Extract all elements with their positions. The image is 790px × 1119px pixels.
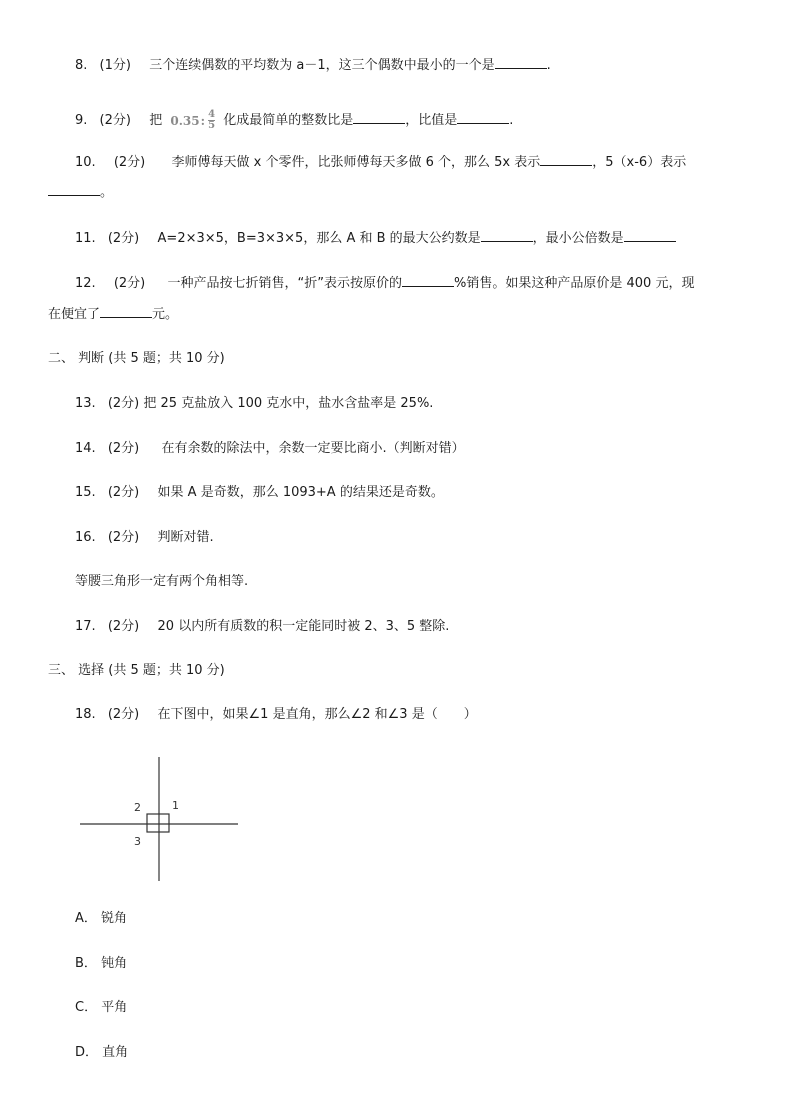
- question-text: 在下图中，如果∠1 是直角，那么∠2 和∠3 是（ ）: [157, 707, 477, 722]
- question-text: 把: [149, 113, 163, 128]
- ratio-expression: [170, 110, 215, 131]
- question-score: (2分): [107, 485, 140, 500]
- question-13: [75, 394, 433, 414]
- question-8: [75, 56, 551, 76]
- question-text: 20 以内所有质数的积一定能同时被 2、3、5 整除.: [157, 619, 450, 634]
- option-letter: B．: [75, 956, 97, 971]
- answer-blank[interactable]: [100, 305, 152, 318]
- question-number: 11.: [75, 231, 96, 246]
- answer-blank[interactable]: [457, 111, 509, 124]
- question-text: 在有余数的除法中，余数一定要比商小.（判断对错）: [161, 441, 465, 456]
- question-number: 8.: [75, 58, 88, 73]
- question-number: 18.: [75, 707, 96, 722]
- answer-blank[interactable]: [624, 229, 676, 242]
- question-text: 一种产品按七折销售，“折”表示按原价的: [167, 276, 403, 291]
- question-number: 9.: [75, 113, 88, 128]
- question-text: 判断对错.: [157, 530, 214, 545]
- answer-blank[interactable]: [495, 56, 547, 69]
- question-number: 15.: [75, 485, 96, 500]
- question-score: (2分): [107, 231, 140, 246]
- question-text-end: 。: [100, 185, 114, 200]
- question-score: (2分): [113, 276, 146, 291]
- option-text: 平角: [101, 1000, 128, 1015]
- question-number: 12.: [75, 276, 96, 291]
- option-c[interactable]: [75, 998, 127, 1018]
- option-letter: C．: [75, 1000, 98, 1015]
- question-16: [75, 528, 214, 548]
- question-text: 化成最简单的整数比是: [223, 113, 354, 128]
- question-score: (1分): [99, 58, 131, 73]
- question-score: (2分): [107, 441, 140, 456]
- option-text: 钝角: [101, 956, 128, 971]
- angle-label-3: 3: [134, 835, 141, 848]
- question-16-statement: 等腰三角形一定有两个角相等.: [75, 574, 249, 589]
- question-score: (2分): [107, 707, 140, 722]
- angle-label-1: 1: [172, 799, 179, 812]
- question-number: 14.: [75, 441, 96, 456]
- option-text: 直角: [102, 1045, 129, 1060]
- question-text: ，最小公倍数是: [532, 231, 624, 246]
- question-number: 13.: [75, 396, 96, 411]
- answer-blank[interactable]: [540, 153, 592, 166]
- question-14: [75, 439, 465, 459]
- question-score: (2分): [99, 113, 131, 128]
- option-letter: A．: [75, 911, 97, 926]
- question-17: [75, 617, 449, 637]
- question-number: 10.: [75, 155, 96, 170]
- angle-figure: [78, 755, 240, 883]
- option-a[interactable]: [75, 909, 127, 929]
- fraction-numerator: 4: [208, 109, 216, 120]
- question-text-end: 元。: [152, 307, 179, 322]
- option-d[interactable]: [75, 1043, 128, 1063]
- question-text-end: .: [546, 58, 551, 73]
- question-text: %销售。如果这种产品原价是 400 元，现: [454, 276, 695, 291]
- answer-blank[interactable]: [402, 274, 454, 287]
- question-15: [75, 483, 444, 503]
- question-10: [75, 153, 686, 173]
- option-b[interactable]: [75, 954, 127, 974]
- section-3-title: 三、 选择 (共 5 题；共 10 分): [48, 663, 225, 678]
- right-angle-marker: [147, 814, 169, 832]
- question-text-end: .: [509, 113, 514, 128]
- option-text: 锐角: [101, 911, 128, 926]
- question-10-continued: [48, 183, 113, 203]
- question-score: (2分): [107, 530, 140, 545]
- ratio-fraction: [208, 110, 215, 131]
- question-score: (2分): [107, 619, 140, 634]
- question-text: 在便宜了: [48, 307, 101, 322]
- answer-blank[interactable]: [353, 111, 405, 124]
- question-score: (2分): [107, 396, 140, 411]
- question-text: ，比值是: [405, 113, 458, 128]
- question-number: 17.: [75, 619, 96, 634]
- angle-label-2: 2: [134, 801, 141, 814]
- option-letter: D．: [75, 1045, 99, 1060]
- question-18: [75, 705, 477, 725]
- answer-blank[interactable]: [481, 229, 533, 242]
- question-12-continued: [48, 305, 178, 325]
- question-text: A=2×3×5，B=3×3×5，那么 A 和 B 的最大公约数是: [157, 231, 481, 246]
- ratio-separator: :: [200, 113, 206, 128]
- question-text: 李师傅每天做 x 个零件，比张师傅每天多做 6 个，那么 5x 表示: [171, 155, 541, 170]
- fraction-denominator: 5: [208, 120, 216, 131]
- question-11: [75, 229, 676, 249]
- question-text: 如果 A 是奇数，那么 1093+A 的结果还是奇数。: [157, 485, 444, 500]
- answer-blank[interactable]: [48, 183, 100, 196]
- question-text: 把 25 克盐放入 100 克水中，盐水含盐率是 25%.: [143, 396, 434, 411]
- question-9: [75, 110, 513, 131]
- question-score: (2分): [113, 155, 146, 170]
- ratio-left: 0.35: [170, 113, 200, 128]
- question-text: ，5（x-6）表示: [592, 155, 687, 170]
- question-text: 三个连续偶数的平均数为 a－1，这三个偶数中最小的一个是: [149, 58, 495, 73]
- section-2-title: 二、 判断 (共 5 题；共 10 分): [48, 351, 225, 366]
- question-number: 16.: [75, 530, 96, 545]
- question-12: [75, 274, 694, 294]
